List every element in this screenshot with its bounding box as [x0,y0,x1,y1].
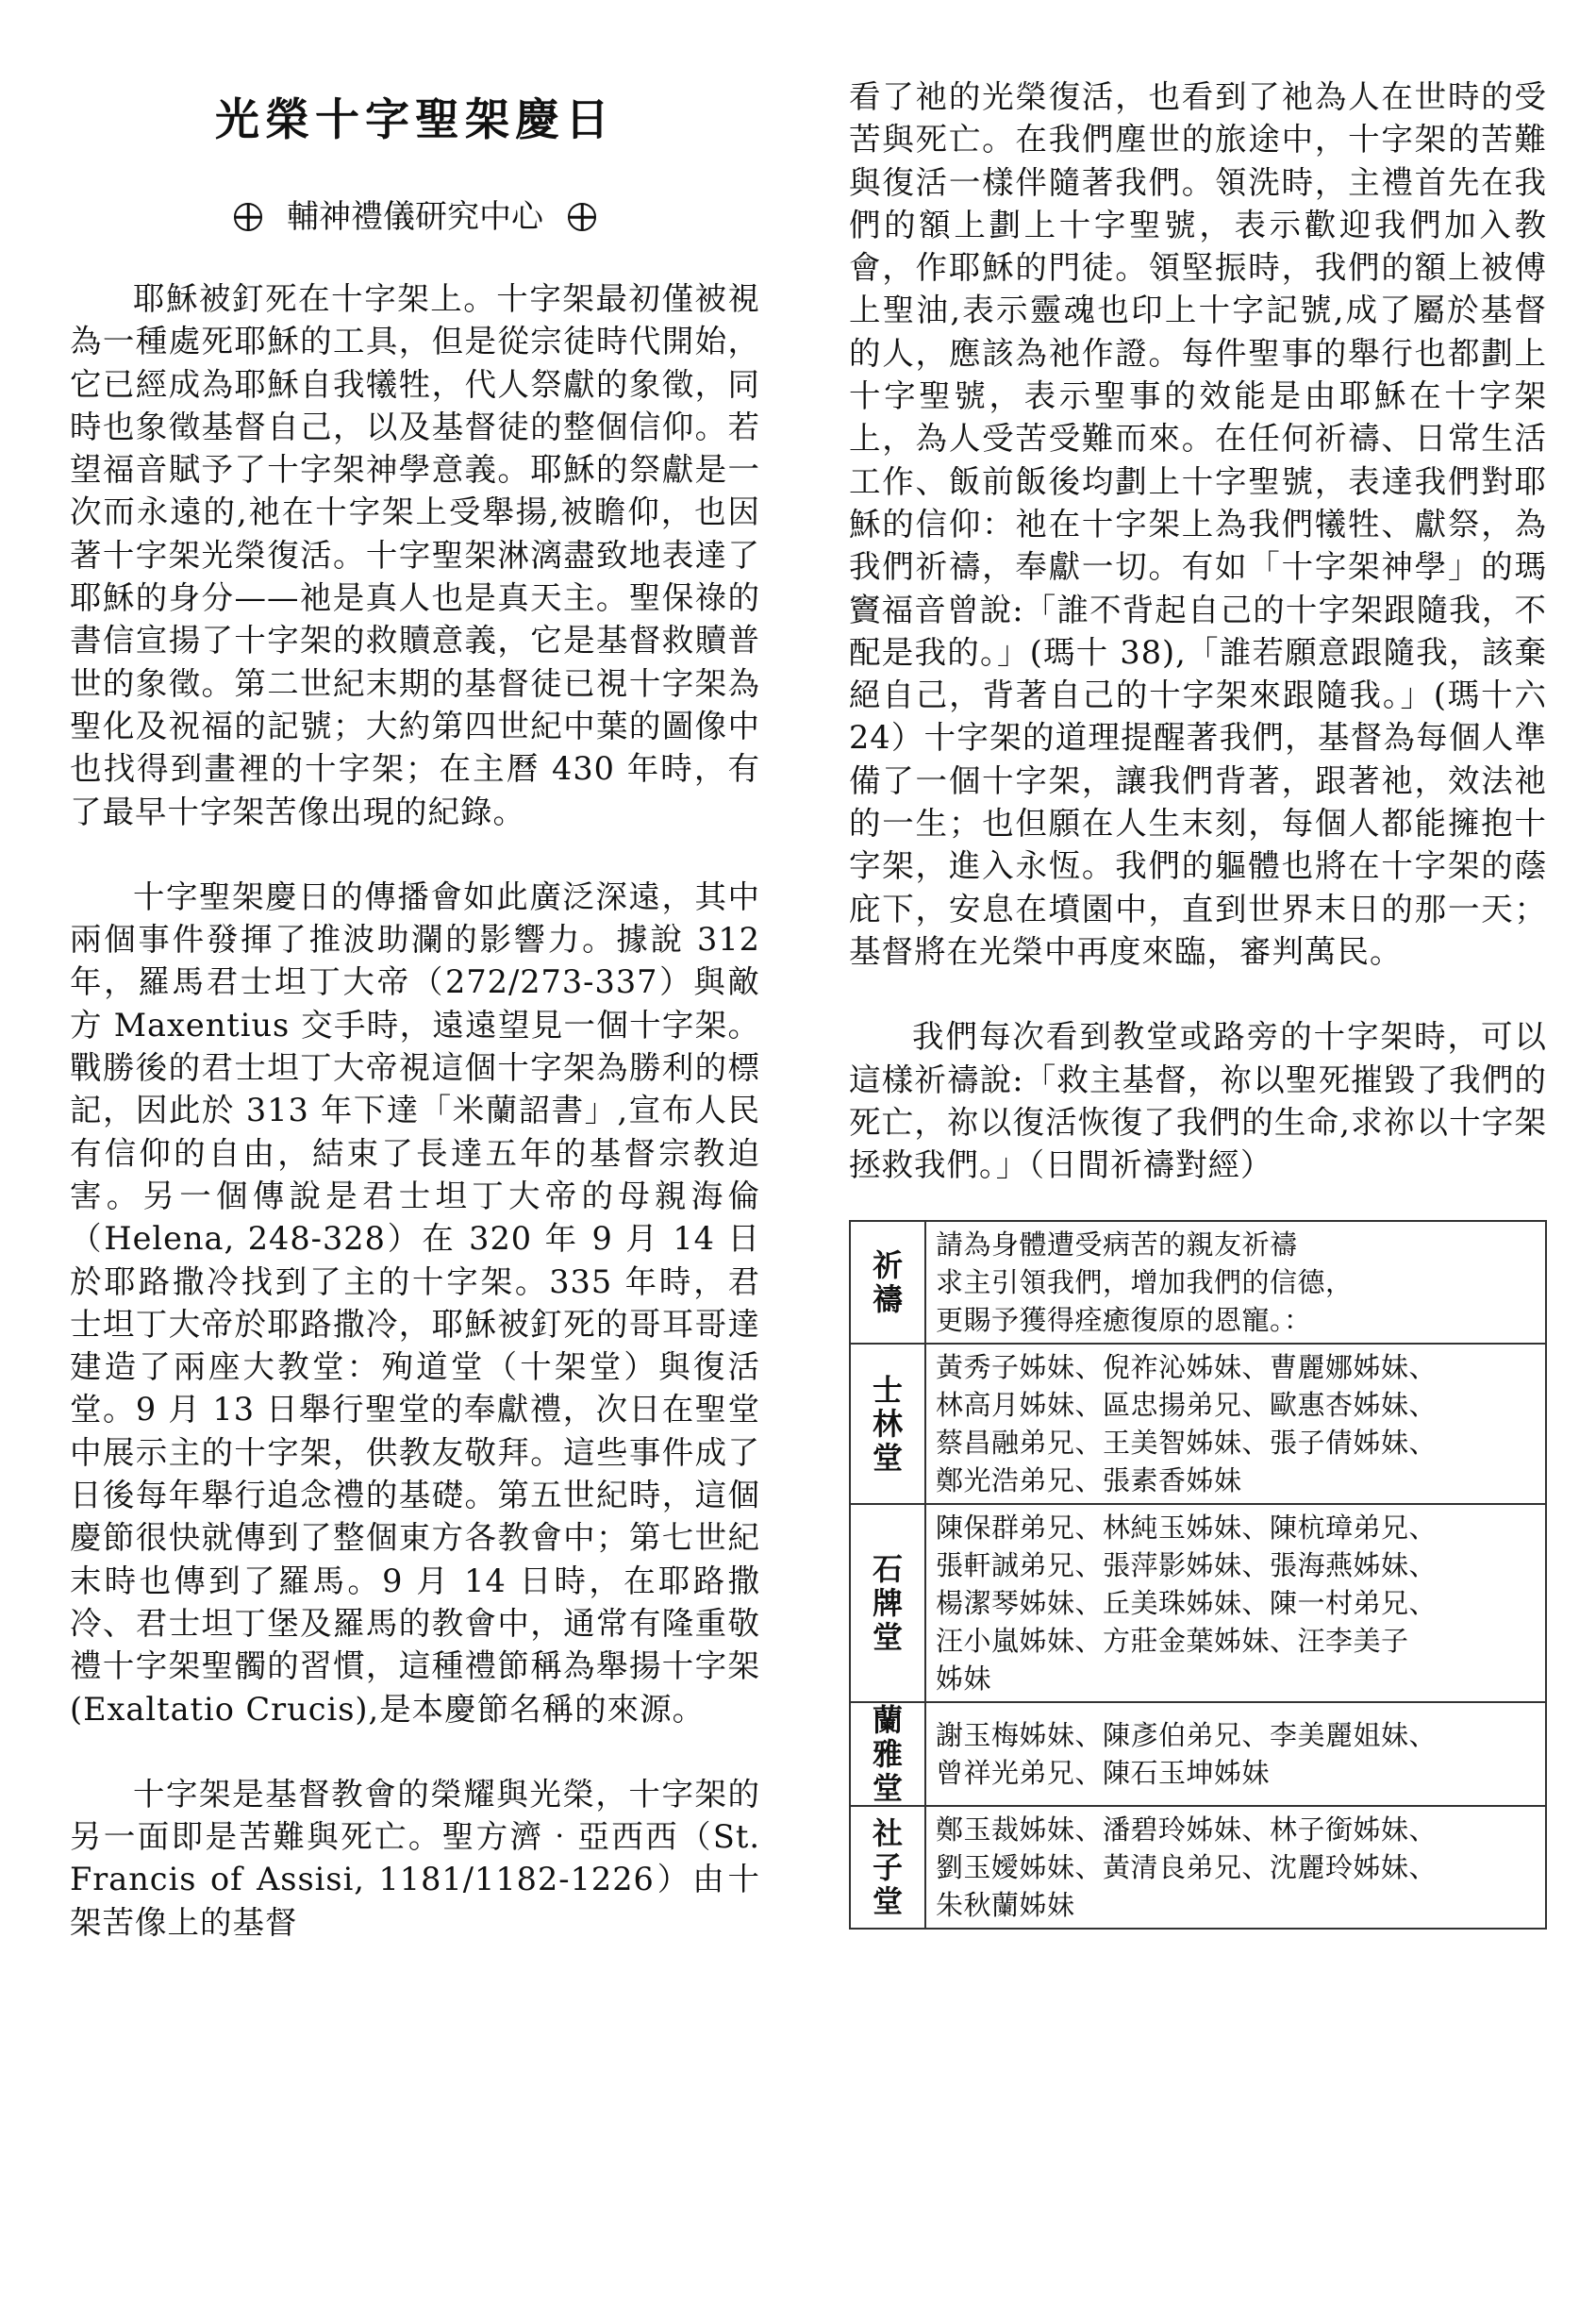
prayer-names [925,1806,1546,1929]
list-item: 謝玉梅姊妹、陳彥伯弟兄、李美麗姐妹、 [936,1719,1438,1752]
list-item: 劉玉嬡姊妹、黃清良弟兄、沈麗玲姊妹、 [936,1851,1438,1884]
paragraph: 十字架是基督教會的榮耀與光榮，十字架的另一面即是苦難與死亡。聖方濟‧亞西西（St. Francis of Assisi, 1181/1182-1226）由十架苦像上的基督 [70,1775,760,1941]
list-item: 姊妹 [936,1663,992,1696]
church-name: 士林堂 [850,1344,925,1504]
table-row [850,1702,1546,1806]
paragraph: 耶穌被釘死在十字架上。十字架最初僅被視為一種處死耶穌的工具，但是從宗徒時代開始，它已經成為耶穌自我犧牲，代人祭獻的象徵，同時也象徵基督自己，以及基督徒的整個信仰。若望福音賦予了十字架神學意義。耶穌的祭獻是一次而永遠的,祂在十字架上受舉揚,被瞻仰，也因著十字架光榮復活。十字聖架淋漓盡致地表達了耶穌的身分——祂是真人也是真天主。聖保祿的書信宣揚了十字架的救贖意義，它是基督救贖普世的象徵。第二世紀末期的基督徒已視十字架為聖化及祝福的記號；大約第四世紀中葉的圖像中也找得到畫裡的十字架；在主曆 430 年時，有了最早十字架苦像出現的紀錄。 [70,280,760,830]
list-item: 張軒誠弟兄、張萍影姊妹、張海燕姊妹、 [936,1549,1438,1582]
list-item: 陳保群弟兄、林純玉姊妹、陳杭璋弟兄、 [936,1512,1438,1545]
list-item: 鄭光浩弟兄、張素香姊妹 [936,1464,1242,1497]
list-item: 楊潔琴姊妹、丘美珠姊妹、陳一村弟兄、 [936,1587,1438,1620]
list-item: 黃秀子姊妹、倪祚沁姊妹、曹麗娜姊妹、 [936,1351,1438,1384]
church-name: 社子堂 [850,1806,925,1929]
prayer-names [925,1702,1546,1806]
table-row [850,1806,1546,1929]
list-item: 朱秋蘭姊妹 [936,1889,1075,1922]
prayer-list-table [849,1220,1547,1930]
list-item: 請為身體遭受病苦的親友祈禱 [936,1228,1298,1262]
church-name: 石牌堂 [850,1504,925,1702]
prayer-names [925,1344,1546,1504]
church-name: 蘭雅堂 [850,1702,925,1806]
table-row [850,1344,1546,1504]
list-item: 更賜予獲得痊癒復原的恩寵。： [936,1304,1312,1337]
paragraph: 十字聖架慶日的傳播會如此廣泛深遠，其中兩個事件發揮了推波助瀾的影響力。據說 312 年，羅馬君士坦丁大帝（272/273-337）與敵方 Maxentius 交手時，遠遠望見一個十字架。戰勝後的君士坦丁大帝視這個十字架為勝利的標記，因此於 313 年下達「米蘭詔書」,宣布人民有信仰的自由，結束了長達五年的基督宗教迫害。另一個傳說是君士坦丁大帝的母親海倫（Helena, 248-328）在 320 年 9 月 14 日於耶路撒冷找到了主的十字架。335 年時，君士坦丁大帝於耶路撒冷，耶穌被釘死的哥耳哥達建造了兩座大教堂：殉道堂（十架堂）與復活堂。9 月 13 日舉行聖堂的奉獻禮，次日在聖堂中展示主的十字架，供教友敬拜。這些事件成了日後每年舉行追念禮的基礎。第五世紀時，這個慶節很快就傳到了整個東方各教會中；第七世紀末時也傳到了羅馬。9 月 14 日時，在耶路撒冷、君士坦丁堡及羅馬的教會中，通常有隆重敬禮十字架聖髑的習慣，這種禮節稱為舉揚十字架 (Exaltatio Crucis),是本慶節名稱的來源。 [70,877,760,1728]
circled-cross-icon [568,203,596,231]
left-column [70,75,760,1944]
circled-cross-icon [234,203,262,231]
author-name: 輔神禮儀研究中心 [287,198,543,236]
prayer-intention [925,1221,1546,1344]
list-item: 鄭玉裁姊妹、潘碧玲姊妹、林子銜姊妹、 [936,1813,1438,1846]
list-item: 林高月姊妹、區忠揚弟兄、歐惠杏姊妹、 [936,1389,1438,1422]
list-item: 汪小嵐姊妹、方莊金葉姊妹、汪李美子 [936,1625,1409,1658]
prayer-names [925,1504,1546,1702]
right-column [849,75,1547,1930]
table-row [850,1221,1546,1344]
table-row [850,1504,1546,1702]
paragraph: 看了祂的光榮復活，也看到了祂為人在世時的受苦與死亡。在我們塵世的旅途中，十字架的苦難與復活一樣伴隨著我們。領洗時，主禮首先在我們的額上劃上十字聖號，表示歡迎我們加入教會，作耶穌的門徒。領堅振時，我們的額上被傅上聖油,表示靈魂也印上十字記號,成了屬於基督的人，應該為祂作證。每件聖事的舉行也都劃上十字聖號，表示聖事的效能是由耶穌在十字架上，為人受苦受難而來。在任何祈禱、日常生活工作、飯前飯後均劃上十字聖號，表達我們對耶穌的信仰：祂在十字架上為我們犧牲、獻祭，為我們祈禱，奉獻一切。有如「十字架神學」的瑪竇福音曾說:「誰不背起自己的十字架跟隨我，不配是我的。」(瑪十 38),「誰若願意跟隨我，該棄絕自己，背著自己的十字架來跟隨我。」(瑪十六 24）十字架的道理提醒著我們，基督為每個人準備了一個十字架，讓我們背著，跟著祂，效法祂的一生；也但願在人生末刻，每個人都能擁抱十字架，進入永恆。我們的軀體也將在十字架的蔭庇下，安息在墳園中，直到世界末日的那一天；基督將在光榮中再度來臨，審判萬民。 [849,78,1547,970]
article-title: 光榮十字聖架慶日 [215,94,615,146]
paragraph: 我們每次看到教堂或路旁的十字架時，可以這樣祈禱說:「救主基督，祢以聖死摧毀了我們的死亡，祢以復活恢復了我們的生命,求祢以十字架拯救我們。」（日間祈禱對經） [849,1018,1547,1184]
list-item: 求主引領我們，增加我們的信德， [936,1266,1354,1299]
list-item: 曾祥光弟兄、陳石玉坤姊妹 [936,1757,1271,1790]
article-byline [70,196,760,238]
prayer-header-label: 祈禱 [850,1221,925,1344]
list-item: 蔡昌融弟兄、王美智姊妹、張子倩姊妹、 [936,1427,1438,1460]
